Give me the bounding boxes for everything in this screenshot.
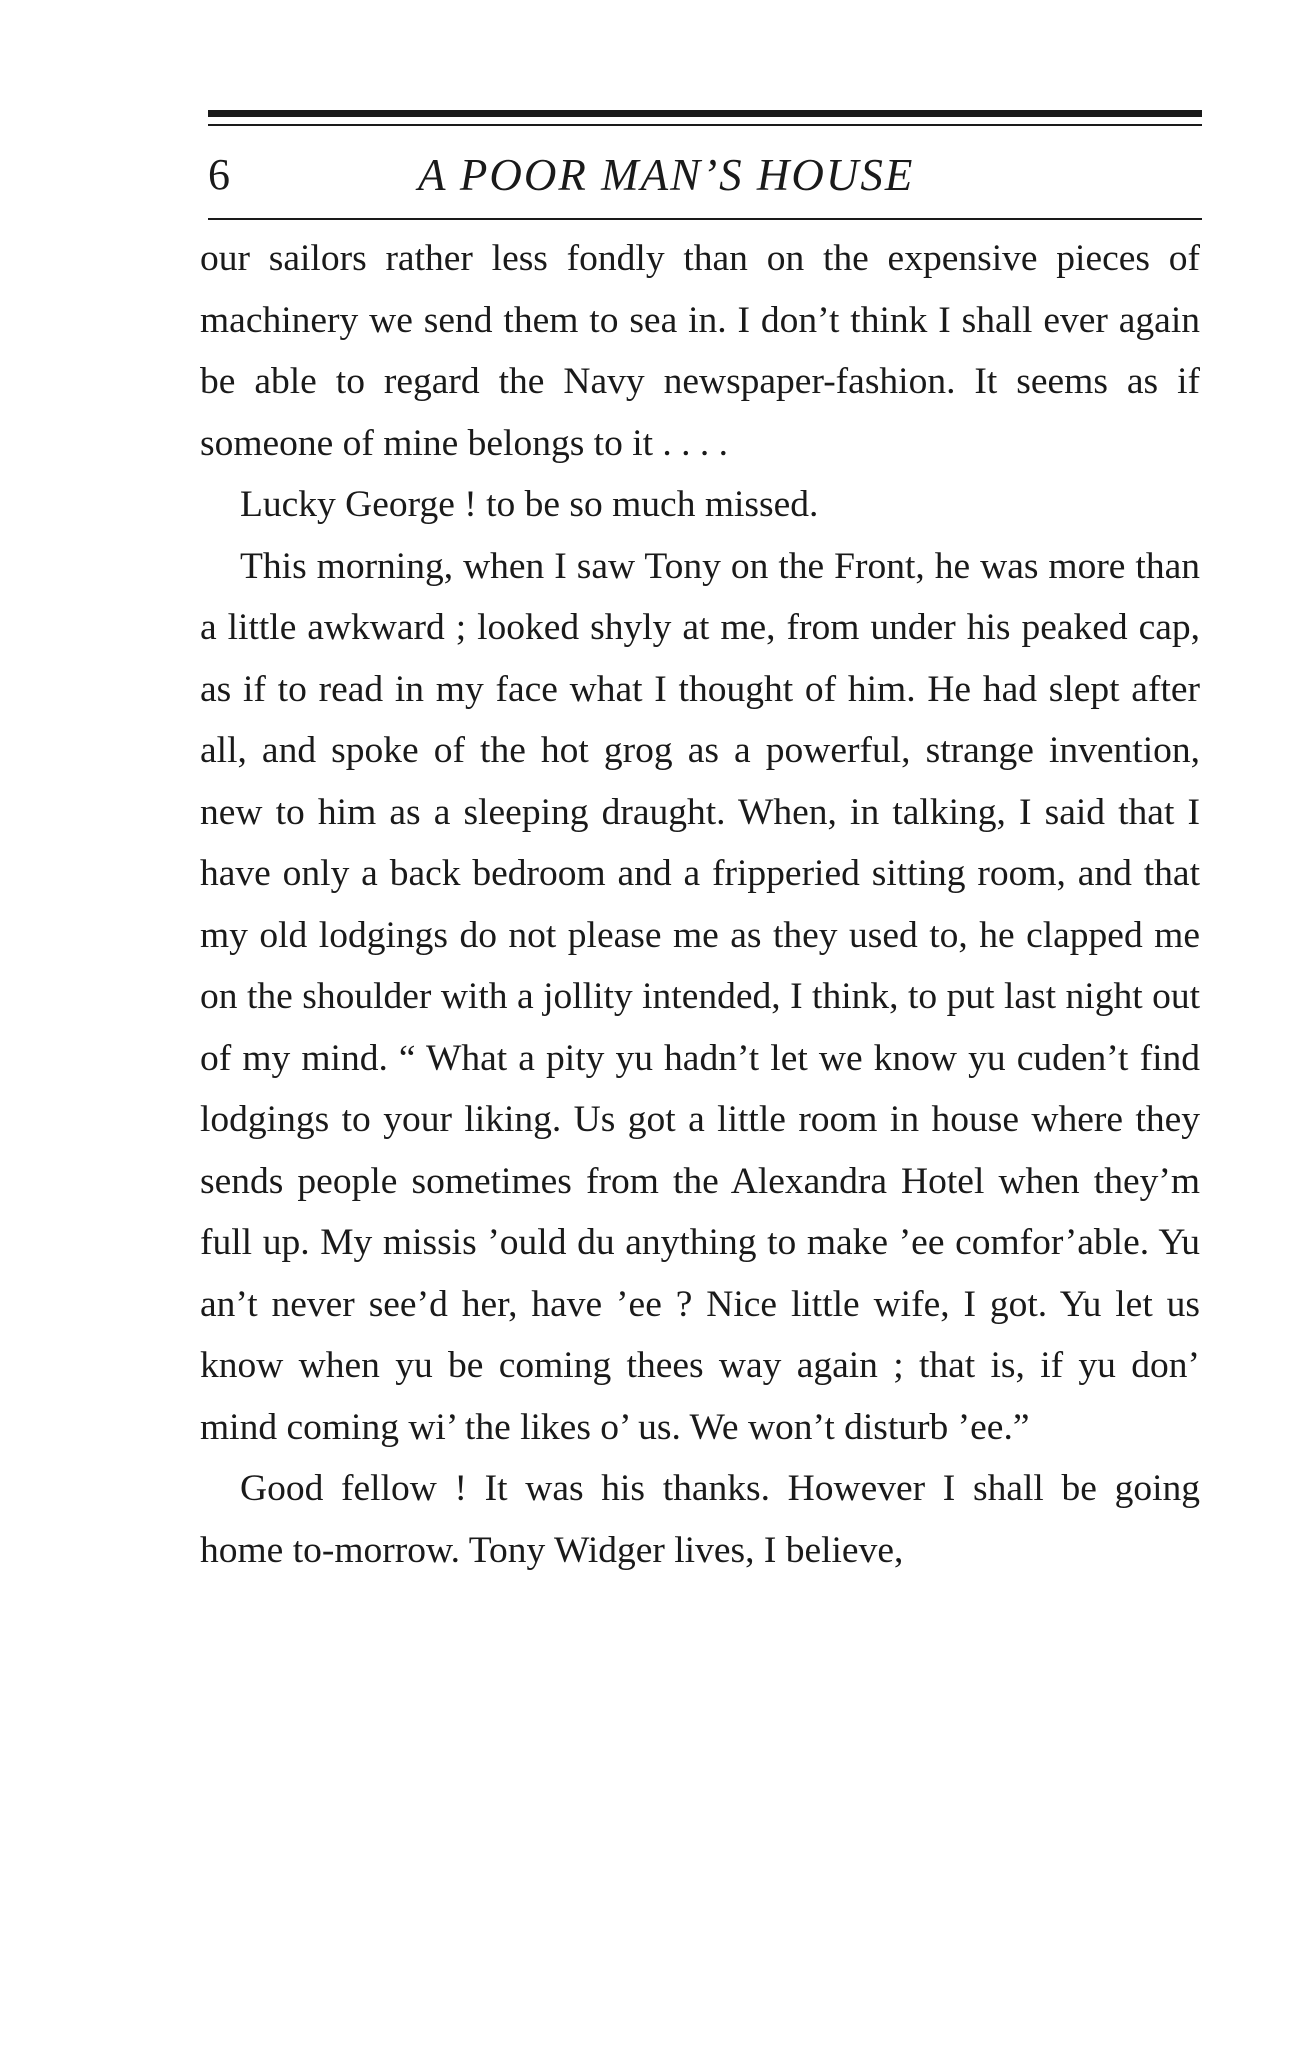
header-rule-bottom	[208, 218, 1202, 220]
header-rule-thick	[208, 110, 1202, 117]
paragraph: Lucky George ! to be so much missed.	[240, 484, 819, 525]
paragraph: Good fellow ! It was his thanks. However I shall be going home to-morrow. Tony Widger lives, I believe,	[200, 1468, 1200, 1571]
paragraph: This morning, when I saw Tony on the Front, he was more than a little awkward ; looked shyly at me, from under his peaked cap, as if to read in my face what I thought of him. He had slept after all, and spoke of the hot grog as a powerful, strange invention, new to him as a sleeping draught. When, in talking, I said that I have only a back bedroom and a fripperied sitting room, and that my old lodgings do not please me as they used to, he clapped me on the shoulder with a jollity intended, I think, to put last night out of my mind. “ What a pity yu hadn’t let we know yu cuden’t find lodgings to your liking. Us got a little room in house where they sends people sometimes from the Alexandra Hotel when they’m full up. My missis ’ould du anything to make ’ee comfor’able. Yu an’t never see’d her, have ’ee ? Nice little wife, I got. Yu let us know when yu be coming thees way again ; that is, if yu don’ mind coming wi’ the likes o’ us. We won’t disturb ’ee.”	[200, 545, 1200, 1448]
running-header	[208, 140, 1202, 210]
page-number: 6	[208, 150, 230, 199]
header-rule-thin	[208, 124, 1202, 126]
running-title: A POOR MAN’S HOUSE	[418, 150, 915, 200]
body-text	[200, 228, 1200, 1581]
paragraph-continuation: our sailors rather less fondly than on the expensive pieces of machinery we send them to sea in. I don’t think I shall ever again be able to regard the Navy newspaper-fashion. It seems as if someone of mine belongs to it . . . .	[200, 238, 1200, 464]
